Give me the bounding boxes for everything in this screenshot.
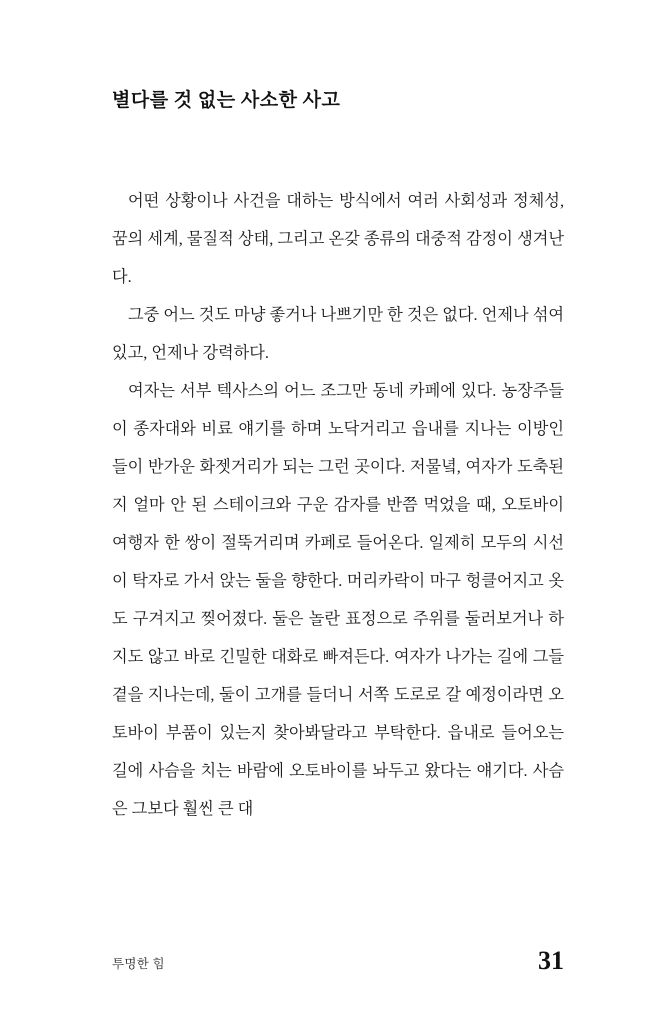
- paragraph: 그중 어느 것도 마냥 좋거나 나쁘기만 한 것은 없다. 언제나 섞여 있고, 언제나 강력하다.: [112, 306, 564, 362]
- body-text: [112, 182, 564, 828]
- chapter-title: 별다를 것 없는 사소한 사고: [112, 89, 341, 111]
- paragraph: 여자는 서부 텍사스의 어느 조그만 동네 카페에 있다. 농장주들이 종자대와 비료 얘기를 하며 노닥거리고 읍내를 지나는 이방인들이 반가운 화젯거리가 되는 그런 곳이다. 저물녘, 여자가 도축된 지 얼마 안 된 스테이크와 구운 감자를 반쯤 먹었을 때, 오토바이 여행자 한 쌍이 절뚝거리며 카페로 들어온다. 일제히 모두의 시선이 탁자로 가서 앉는 둘을 향한다. 머리카락이 마구 헝클어지고 옷도 구겨지고 찢어졌다. 둘은 놀란 표정으로 주위를 둘러보거나 하지도 않고 바로 긴밀한 대화로 빠져든다. 여자가 나가는 길에 그들 곁을 지나는데, 둘이 고개를 들더니 서쪽 도로로 갈 예정이라면 오토바이 부품이 있는지 찾아봐달라고 부탁한다. 읍내로 들어오는 길에 사슴을 치는 바람에 오토바이를 놔두고 왔다는 얘기다. 사슴은 그보다 훨씬 큰 대: [112, 382, 564, 818]
- paragraph: 어떤 상황이나 사건을 대하는 방식에서 여러 사회성과 정체성, 꿈의 세계, 물질적 상태, 그리고 온갖 종류의 대중적 감정이 생겨난다.: [112, 192, 564, 286]
- page-footer: [112, 946, 564, 975]
- running-head: 투명한 힘: [112, 957, 165, 971]
- page-number: 31: [538, 946, 564, 975]
